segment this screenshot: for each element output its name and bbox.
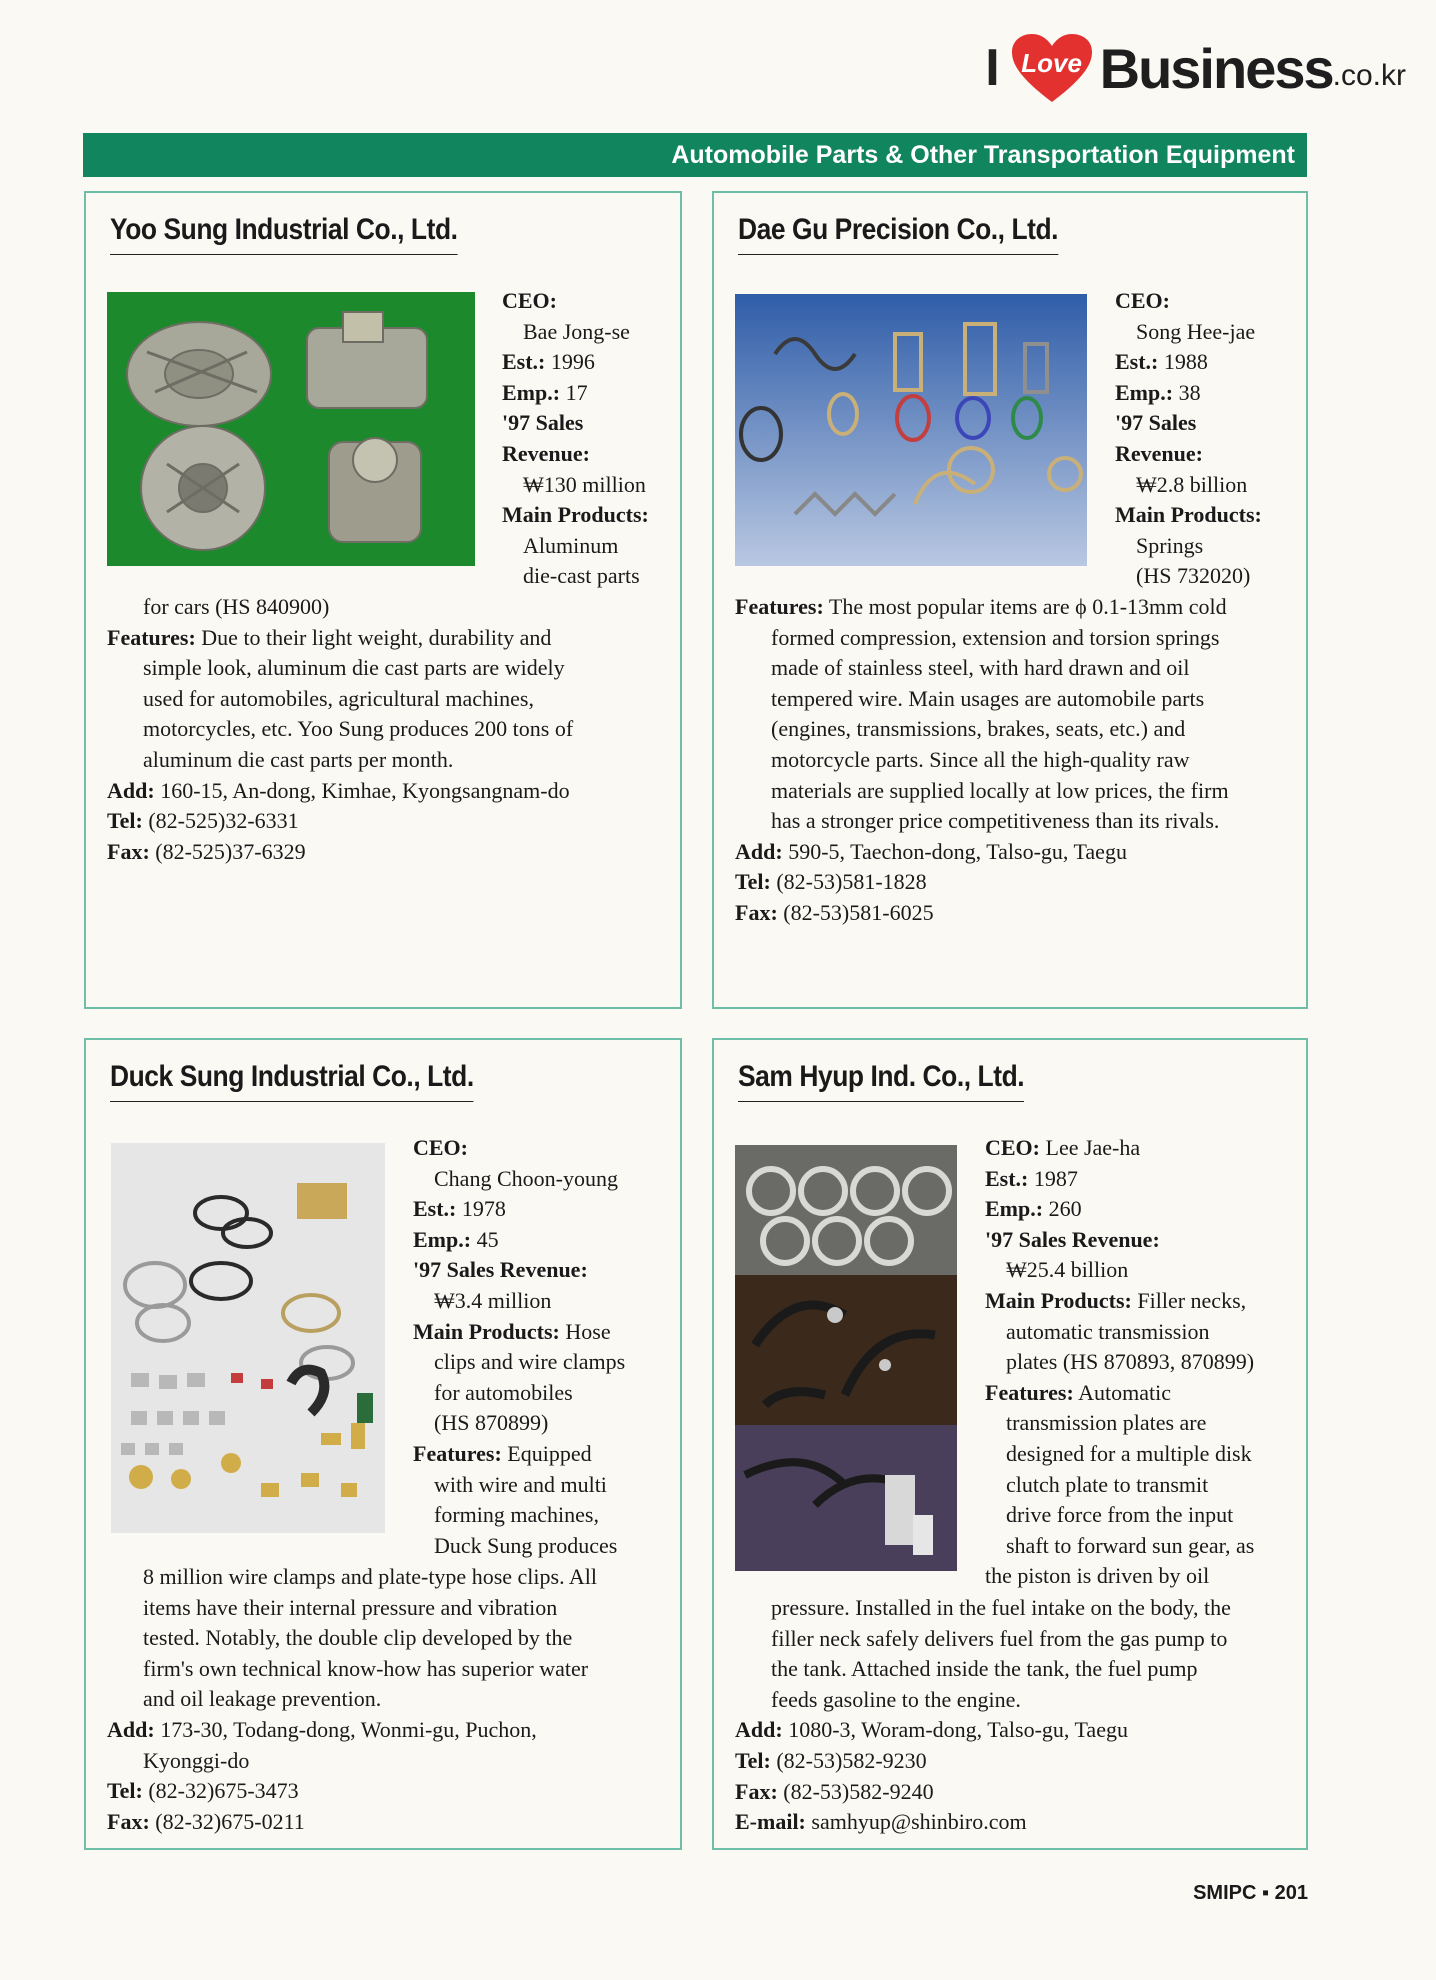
products-line: die-cast parts [523, 563, 640, 589]
features-label: Features: [413, 1440, 502, 1466]
features-line: Equipped [507, 1440, 592, 1466]
sales-label-2: Revenue: [502, 440, 590, 466]
features-line: filler neck safely delivers fuel from the gas pump to [771, 1625, 1228, 1651]
filler-necks-photo [735, 1145, 957, 1571]
add-label: Add: [107, 777, 155, 803]
est-value: 1987 [1033, 1165, 1078, 1191]
products-line: for automobiles [434, 1379, 573, 1405]
company-card-sam-hyup [712, 1038, 1308, 1850]
features-line: aluminum die cast parts per month. [143, 746, 454, 772]
products-line: Springs [1136, 532, 1204, 558]
add-label: Add: [735, 838, 783, 864]
features-line: forming machines, [434, 1502, 599, 1528]
features-line: The most popular items are ϕ 0.1-13mm cold [828, 594, 1227, 619]
ceo-label: CEO: [502, 288, 557, 313]
ceo-label: CEO: [1115, 288, 1170, 313]
products-label: Main Products: [985, 1287, 1132, 1313]
emp-value: 38 [1178, 379, 1201, 405]
logo-love: Love [1021, 48, 1082, 78]
features-line: drive force from the input [1006, 1502, 1234, 1528]
company-description [107, 1562, 672, 1837]
fax: (82-53)582-9240 [783, 1778, 934, 1804]
features-line: materials are supplied locally at low prices, the firm [771, 777, 1229, 803]
footer-separator: ▪ [1261, 1882, 1270, 1904]
tel-label: Tel: [107, 1778, 143, 1804]
products-line: (HS 732020) [1136, 563, 1251, 589]
fax-label: Fax: [107, 838, 150, 864]
emp-label: Emp.: [985, 1196, 1044, 1222]
tel-label: Tel: [735, 869, 771, 895]
publication-name: SMIPC [1193, 1882, 1257, 1904]
sales-label: '97 Sales Revenue: [985, 1226, 1160, 1252]
features-line: items have their internal pressure and vibration [143, 1594, 558, 1620]
company-description [735, 592, 1300, 929]
features-line: used for automobiles, agricultural machines, [143, 685, 534, 711]
tel-label: Tel: [735, 1747, 771, 1773]
features-line: pressure. Installed in the fuel intake on the body, the [771, 1595, 1231, 1620]
features-line: the piston is driven by oil [985, 1563, 1210, 1589]
springs-photo [735, 294, 1087, 566]
tel-label: Tel: [107, 808, 143, 834]
est-label: Est.: [502, 349, 546, 375]
sales-value: ₩2.8 billion [1136, 471, 1248, 497]
fax-label: Fax: [735, 1778, 778, 1804]
features-line: Automatic [1078, 1379, 1171, 1405]
features-line: and oil leakage prevention. [143, 1686, 382, 1712]
features-label: Features: [107, 624, 196, 650]
fax-label: Fax: [735, 899, 778, 925]
products-line: Filler necks, [1137, 1287, 1247, 1313]
emp-value: 45 [476, 1226, 499, 1252]
est-label: Est.: [985, 1165, 1029, 1191]
emp-label: Emp.: [413, 1226, 472, 1252]
features-line: shaft to forward sun gear, as [1006, 1532, 1255, 1558]
sales-label-2: Revenue: [1115, 440, 1203, 466]
heart-icon [1010, 32, 1094, 104]
est-value: 1988 [1163, 349, 1208, 375]
features-line: Duck Sung produces [434, 1532, 618, 1558]
features-line: has a stronger price competitiveness than its rivals. [771, 808, 1220, 834]
features-line: motorcycles, etc. Yoo Sung produces 200 tons of [143, 716, 574, 742]
features-line: formed compression, extension and torsion springs [771, 624, 1220, 650]
products-line: for cars (HS 840900) [143, 594, 330, 619]
address: 1080-3, Woram-dong, Talso-gu, Taegu [788, 1717, 1128, 1743]
fax: (82-53)581-6025 [783, 899, 934, 925]
section-banner-text: Automobile Parts & Other Transportation Equipment [671, 140, 1295, 169]
features-line: designed for a multiple disk [1006, 1440, 1252, 1466]
company-facts [413, 1133, 673, 1561]
page-number: 201 [1274, 1882, 1308, 1904]
page-footer [1193, 1882, 1308, 1905]
products-line: (HS 870899) [434, 1410, 549, 1436]
telephone: (82-53)582-9230 [776, 1747, 927, 1773]
ceo-value: Chang Choon-young [434, 1165, 618, 1191]
products-label: Main Products: [1115, 502, 1262, 528]
sales-value: ₩130 million [523, 471, 646, 497]
hose-clips-photo [111, 1143, 385, 1533]
sales-label: '97 Sales [1115, 410, 1197, 436]
telephone: (82-53)581-1828 [776, 869, 927, 895]
products-label: Main Products: [413, 1318, 560, 1344]
company-card-duck-sung [84, 1038, 682, 1850]
emp-label: Emp.: [1115, 379, 1174, 405]
email: samhyup@shinbiro.com [811, 1809, 1027, 1835]
products-line: plates (HS 870893, 870899) [1006, 1349, 1255, 1375]
products-line: automatic transmission [1006, 1318, 1210, 1344]
features-line: Due to their light weight, durability and [201, 624, 552, 650]
sales-value: ₩3.4 million [434, 1287, 552, 1313]
company-facts [985, 1133, 1254, 1592]
est-value: 1978 [461, 1196, 506, 1222]
company-description [107, 592, 667, 867]
sales-label: '97 Sales Revenue: [413, 1257, 588, 1283]
company-facts [502, 286, 649, 592]
features-line: (engines, transmissions, brakes, seats, etc.) and [771, 716, 1186, 742]
section-banner [83, 133, 1307, 177]
logo-tld: .co.kr [1332, 59, 1406, 92]
logo-business: Business [1099, 36, 1333, 100]
company-card-yoo-sung [84, 191, 682, 1009]
features-line: tested. Notably, the double clip developed by the [143, 1625, 573, 1651]
features-line: clutch plate to transmit [1006, 1471, 1209, 1497]
ceo-value: Song Hee-jae [1136, 318, 1256, 344]
features-line: transmission plates are [1006, 1410, 1207, 1436]
address-line-2: Kyonggi-do [143, 1747, 250, 1773]
company-name: Duck Sung Industrial Co., Ltd. [110, 1060, 474, 1102]
add-label: Add: [735, 1717, 783, 1743]
die-cast-parts-photo [107, 292, 475, 566]
emp-label: Emp.: [502, 379, 561, 405]
fax: (82-525)37-6329 [155, 838, 306, 864]
features-line: 8 million wire clamps and plate-type hose clips. All [143, 1564, 597, 1589]
company-card-dae-gu [712, 191, 1308, 1009]
ceo-value: Lee Jae-ha [1045, 1135, 1141, 1160]
sales-label: '97 Sales [502, 410, 584, 436]
logo-i: I [985, 39, 1000, 97]
features-line: firm's own technical know-how has superior water [143, 1655, 589, 1681]
features-line: motorcycle parts. Since all the high-quality raw [771, 746, 1190, 772]
fax: (82-32)675-0211 [155, 1808, 305, 1834]
features-line: feeds gasoline to the engine. [771, 1686, 1021, 1712]
company-name: Sam Hyup Ind. Co., Ltd. [738, 1060, 1024, 1102]
address: 590-5, Taechon-dong, Talso-gu, Taegu [788, 838, 1127, 864]
ceo-label: CEO: [413, 1135, 468, 1160]
est-label: Est.: [1115, 349, 1159, 375]
add-label: Add: [107, 1716, 155, 1742]
address: 160-15, An-dong, Kimhae, Kyongsangnam-do [160, 777, 570, 803]
site-logo [985, 28, 1406, 108]
est-label: Est.: [413, 1196, 457, 1222]
sales-value: ₩25.4 billion [1006, 1257, 1129, 1283]
products-line: Hose [565, 1318, 611, 1344]
products-line: Aluminum [523, 532, 619, 558]
ceo-value: Bae Jong-se [523, 318, 630, 344]
address: 173-30, Todang-dong, Wonmi-gu, Puchon, [160, 1716, 537, 1742]
email-label: E-mail: [735, 1809, 806, 1835]
features-label: Features: [985, 1379, 1074, 1405]
products-label: Main Products: [502, 502, 649, 528]
emp-value: 17 [565, 379, 588, 405]
features-label: Features: [735, 594, 824, 619]
company-facts [1115, 286, 1262, 592]
est-value: 1996 [550, 349, 595, 375]
products-line: clips and wire clamps [434, 1349, 626, 1375]
ceo-label: CEO: [985, 1135, 1040, 1160]
features-line: simple look, aluminum die cast parts are widely [143, 655, 565, 681]
emp-value: 260 [1048, 1196, 1082, 1222]
features-line: with wire and multi [434, 1471, 607, 1497]
features-line: made of stainless steel, with hard drawn and oil [771, 655, 1190, 681]
company-name: Dae Gu Precision Co., Ltd. [738, 213, 1058, 255]
telephone: (82-32)675-3473 [148, 1778, 299, 1804]
company-name: Yoo Sung Industrial Co., Ltd. [110, 213, 458, 255]
telephone: (82-525)32-6331 [148, 808, 299, 834]
fax-label: Fax: [107, 1808, 150, 1834]
features-line: the tank. Attached inside the tank, the fuel pump [771, 1656, 1198, 1682]
features-line: tempered wire. Main usages are automobile parts [771, 685, 1205, 711]
company-description [735, 1593, 1300, 1838]
